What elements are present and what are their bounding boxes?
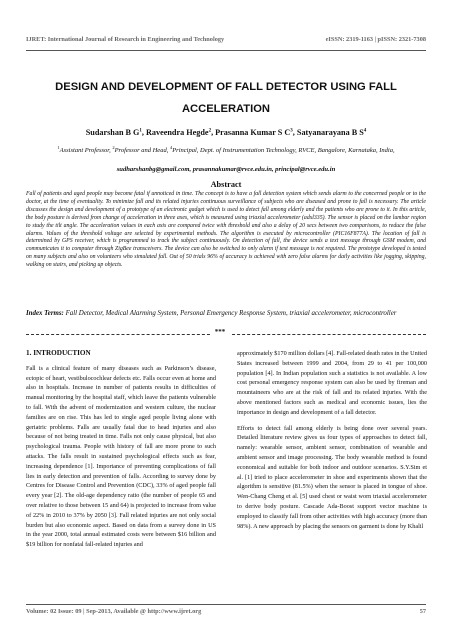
body-paragraph: Efforts to detect fall among elderly is being done over several years. Detailed literature review gives us four types of approaches to detect fall, namely: wearable sensor, ambient sensor, combination of wearable and ambient sensor and image processing. The body wearable method is found economical and suitable for both indoor and outdoor scenarios. S.Y.Sim et al. [1] tried to place accelerometer in shoe and experiments shown that the algorithm is sensitive (81.5%) when the sensor is placed in tongue of shoe. Wen-Chang Cheng et al. [5] used chest or waist worn triaxial accelerometer to derive body posture. Cascade Ada-Boost support vector machine is employed to classify fall from other activities with high accuracy (more than 98%). A new approach by placing the sensors on garment is done by Khalil [237, 424, 427, 530]
affiliation [40, 143, 412, 156]
footer-rule [26, 604, 426, 605]
affil-sup: 2 [112, 145, 115, 150]
author-sup: 2 [208, 128, 212, 134]
paper-title: DESIGN AND DEVELOPMENT OF FALL DETECTOR USING FALL ACCELERATION [55, 81, 397, 115]
author-name: Satyanarayana B S [296, 128, 364, 137]
author-name: Sudarshan B G [85, 128, 140, 137]
journal-name: IJRET: International Journal of Research in Engineering and Technology [26, 36, 225, 43]
body-paragraph: approximately $170 million dollars [4]. Fall-related death rates in the United States increased between 1999 and 2004, from 29 to 41 per 100,000 population [4]. In Indian population such a statistics is not available. A low cost personal emergency response system can also be used by fireman and mountaineers who are at the risk of fall and its related injuries. With the above mentioned factors such as medical and economic issues, lies the importance in design and development of a fall detector. [237, 350, 427, 416]
author-name: Raveendra Hegde [146, 128, 209, 137]
abstract-heading: Abstract [210, 180, 242, 189]
affil-sup: 1 [57, 145, 60, 150]
index-terms-text: Fall Detector, Medical Alarming System, Personal Emergency Response System, triaxial accelerometer, microcontroller [65, 310, 397, 317]
separator-mark: *** [210, 328, 230, 336]
index-terms [26, 309, 426, 319]
author-emails: sudharshanbg@gmail.com, prasannakumar@rvce.edu.in, principal@rvce.edu.in [116, 166, 336, 173]
affil-sup: 4 [169, 145, 173, 150]
running-footer [26, 608, 426, 615]
left-column [26, 349, 216, 556]
header-rule [26, 50, 426, 51]
affil-text: Principal, Dept. of Instrumentation Technology, RVCE, Bangalore, Karnataka, India, [172, 147, 395, 155]
author-name: Prasanna Kumar S C [215, 128, 291, 137]
author-sup: 1 [139, 128, 142, 134]
section-heading: 1. INTRODUCTION [26, 349, 91, 357]
right-column [237, 349, 427, 537]
author-list: Sudarshan B $G^1$, Raveendra Hegde$^2$, Prasanna Kumar S $C^3$, Satyanarayana B $S^4$ [85, 128, 367, 137]
abstract-text: Fall of patients and aged people may become fatal if unnoticed in time. The concept is to have a fall detection system which sends alarm to the concerned people or to the doctor, at the time of eventuality. To minimize fall and its related injuries continuous surveillance of subjects who are diseased and prone to fall is necessary. The article discusses the design and development of a prototype of an electronic gadget which is used to detect fall among elderly and the patients who are prone to it. In this article, the body posture is derived from change of acceleration in three axes, which is measured using triaxial accelerometer (adxl335). The sensor is placed on the lumbar region to study the tilt angle. The acceleration values in each axis are compared twice with threshold and also a delay of 20 secs between two comparisons, to reduce the false alarms. Values of the threshold voltage are selected by experimental methods. The algorithm is executed by microcontroller (PIC16F877A). The location of fall is determined by GPS receiver, which is programmed to track the subject continuously. On detection of fall, the device sends a text message through GSM modem, and communicates it to computer through ZigBee transceivers. The device can also be switched to only alarm if text message is not required. The prototype developed is tested on many subjects and also on volunteers who simulated fall. Out of 50 trials 96% of accuracy is achieved with zero false alarms for daily activities like jogging, skipping, walking on stairs, and picking up objects. [26, 191, 426, 269]
index-terms-label: Index Terms: [26, 310, 64, 317]
body-paragraph: Fall is a clinical feature of many diseases such as Parkinson’s disease, ectopic of heart, vestibulocochlear defects etc. Falls occur even at home and also in hospitals. Increase in number of patients results in difficulties of manual monitoring by the hospital staff, which leave the patients vulnerable to fall. With the advent of modernization and western culture, the nuclear families are on rise. This has led to single aged people living alone with geriatric problems. Falls are usually fatal due to head injuries and also because of not being treated in time. Falls not only cause physical, but also psychological trauma. People with history of fall are more prone to such attacks. The falls result in sustained psychological effects such as fear, increasing dependence [1]. Importance of preventing complications of fall lies in early detection and prevention of falls. According to survey done by Centres for Disease Control and Prevention (CDC), 33% of aged people fall every year [2]. The old-age dependency ratio (the number of people 65 and over relative to those between 15 and 64) is projected to increase from value of 22% in 2010 to 37% by 2050 [3]. Fall related injuries are not only social burden but also economic aspect. Based on data from a survey done in US in the year 2000, total annual estimated costs were between $16 billion and $19 billion for nonfatal fall-related injuries and [26, 364, 216, 549]
affil-text: Assistant Professor, [59, 147, 113, 155]
author-sup: 4 [363, 128, 367, 134]
affil-text: Professor and Head, [114, 147, 170, 155]
issn-text: eISSN: 2319-1163 | pISSN: 2321-7308 [325, 36, 426, 43]
author-sup: 3 [290, 128, 293, 134]
page-number: 57 [419, 608, 426, 615]
running-header [26, 36, 426, 43]
volume-info: Volume: 02 Issue: 09 | Sep-2013, Available @ http://www.ijret.org [26, 608, 202, 615]
